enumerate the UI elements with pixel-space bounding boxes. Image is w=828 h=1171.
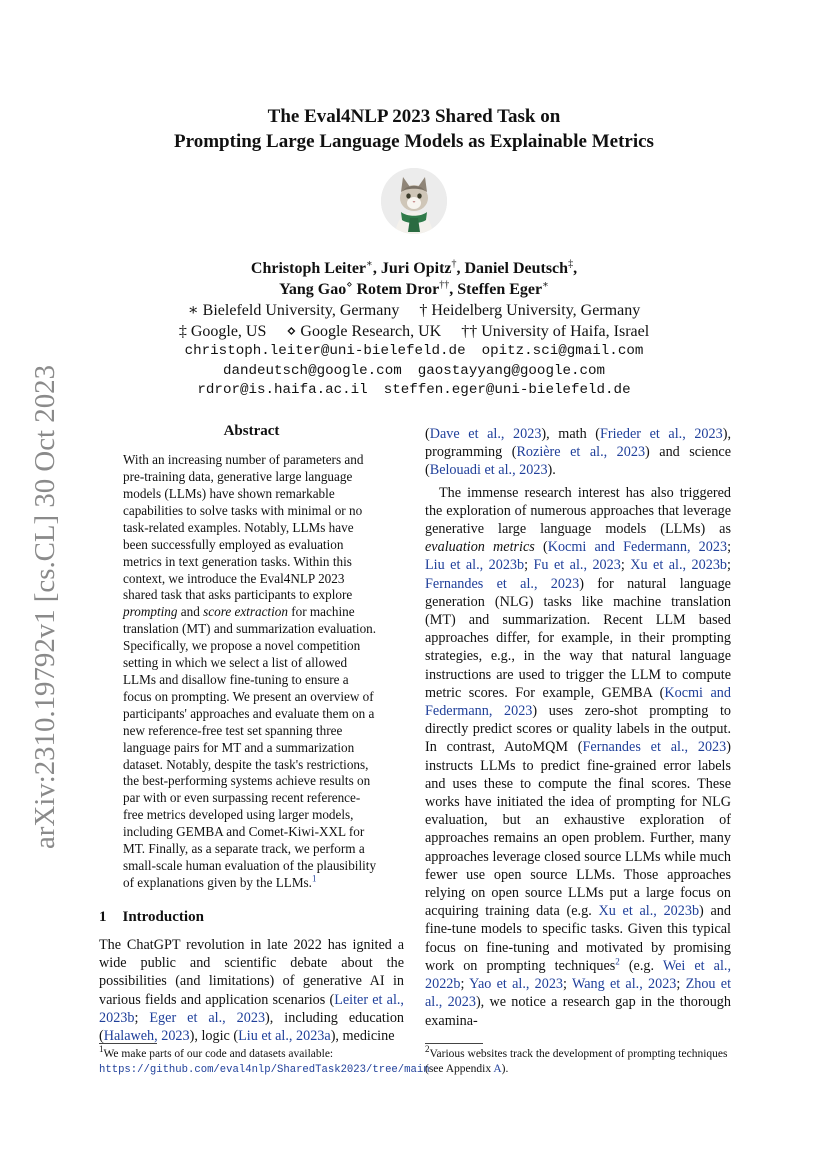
author-line-2: Yang Gao⋄ Rotem Dror††, Steffen Eger∗	[279, 279, 549, 298]
citation-link[interactable]: Fu et al., 2023	[533, 557, 621, 574]
footnote-rule	[99, 1043, 157, 1044]
citation-link[interactable]: Kocmi and Federmann, 2023	[425, 684, 731, 720]
citation-link[interactable]: Xu et al., 2023b	[598, 903, 700, 920]
affiliation: ∗ Bielefeld University, Germany	[187, 302, 400, 319]
footnote-text: We make parts of our code and datasets available:	[103, 1048, 334, 1060]
citation-link[interactable]: Frieder et al., 2023	[600, 426, 723, 442]
emails-line-2	[80, 362, 748, 382]
affiliation-mark: ∗	[366, 258, 373, 270]
affiliation-mark: †	[451, 258, 457, 270]
affiliation: ‡ Google, US	[178, 323, 267, 340]
abstract-heading: Abstract	[223, 423, 280, 439]
affiliations-line-2	[80, 321, 748, 342]
footnote-1	[99, 1044, 430, 1078]
citation-link[interactable]: Xu et al., 2023b	[630, 557, 728, 574]
body-text: ), medicine	[330, 1027, 395, 1044]
footnote-ref-2[interactable]: 2	[615, 956, 620, 967]
affiliation: †† University of Haifa, Israel	[461, 323, 650, 340]
affiliation-mark: ∗	[542, 279, 549, 291]
author-name: Juri Opitz	[380, 260, 452, 277]
citation-link[interactable]: Liu et al., 2023b	[425, 557, 525, 574]
body-text: ), including education (	[99, 1009, 405, 1044]
body-text: ), we notice a research gap in the thorough examina-	[425, 994, 731, 1029]
email-address: gaostayyang@google.com	[417, 362, 606, 379]
body-text: ), math (	[541, 426, 600, 442]
footnote-text: ).	[501, 1063, 509, 1075]
affiliation-mark: ⋄	[346, 279, 353, 291]
body-text: ), programming (	[425, 426, 731, 461]
author-name: Yang Gao	[279, 281, 347, 298]
footnote-url-link[interactable]: https://github.com/eval4nlp/SharedTask2023/tree/main	[99, 1064, 430, 1076]
introduction-paragraph	[99, 936, 404, 1045]
citation-link[interactable]: Eger et al., 2023	[149, 1009, 266, 1026]
emails-line-1	[80, 342, 748, 362]
citation-link[interactable]: Zhou et al., 2023	[425, 976, 732, 1011]
affiliation-mark: ††	[439, 279, 450, 291]
arxiv-identifier-stamp	[14, 365, 66, 850]
body-text: (	[425, 426, 430, 442]
citation-link[interactable]: Kocmi and Federmann, 2023	[547, 539, 728, 556]
affiliations-line-1	[80, 300, 748, 321]
arxiv-stamp-text: arXiv:2310.19792v1 [cs.CL] 30 Oct 2023	[30, 370, 61, 849]
paper-title	[100, 104, 728, 154]
section-title: Introduction	[122, 908, 204, 925]
abstract-text-part: and	[177, 604, 204, 620]
email-address: dandeutsch@google.com	[222, 362, 402, 379]
email-address: steffen.eger@uni-bielefeld.de	[383, 382, 631, 398]
citation-link[interactable]: Halaweh, 2023	[103, 1027, 190, 1044]
body-paragraph: The immense research interest has also triggered the exploration of numerous approaches that leverage generative large language models (LLMs) as evaluation metrics (Kocmi and Federmann, 2023; Liu et al., 2023b; Fu et al., 2023; Xu et al., 2023b; Fernandes et al., 2023) for natural language generation (NLG) tasks like machine translation (MT) and summarization. Recent LLM based approaches differ, for example, in their prompting strategies, e.g., in the way that natural language instructions are used to trigger the LLM to compute metric scores. For example, GEMBA (Kocmi and Federmann, 2023) uses zero-shot prompting to directly predict scores or quality labels in the output. In contrast, AutoMQM (Fernandes et al., 2023) instructs LLMs to predict fine-grained error labels and uses these to compute the final scores. These works have initiated the idea of prompting for NLG evaluation, but an exhaustive exploration of approaches remains an open problem. Further, many approaches leverage closed source LLMs while much fewer use open source LLMs. Those approaches relying on open source LLMs put a large focus on acquiring training data (e.g. Xu et al., 2023b) and fine-tune models to specific tasks. Given this typical focus on fine-tuning and motivated by promising work on prompting techniques$^2$ (e.g. Wei et al., 2022b; Yao et al., 2023; Wang et al., 2023; Zhou et al., 2023), we notice a research gap in the thorough examina-	[425, 484, 732, 1029]
body-text: ;	[134, 1009, 150, 1026]
citation-link[interactable]: Leiter et al., 2023b	[99, 991, 404, 1026]
footnote-mark: 1	[99, 1044, 104, 1055]
affiliation: ⋄ Google Research, UK	[286, 323, 442, 340]
citation-link[interactable]: Yao et al., 2023	[469, 976, 564, 993]
affiliation: † Heidelberg University, Germany	[419, 302, 641, 319]
citation-link[interactable]: Dave et al., 2023	[429, 426, 542, 442]
author-block	[80, 258, 748, 401]
cat-mascot-image	[381, 168, 447, 234]
email-address: rdror@is.haifa.ac.il	[197, 382, 368, 398]
body-text: ).	[547, 462, 556, 479]
abstract-text-part: With an increasing number of parameters and pre-training data, generative large language models (LLMs) have shown remarkable capabilities to solve tasks with minimal or no task-related examples. Notably, LLMs have been successfully employed as evaluation metrics in text generation tasks. Within this context, we introduce the Eval4NLP 2023 shared task that asks participants to explore	[123, 452, 364, 603]
body-paragraph	[425, 425, 731, 480]
body-text: ), logic (	[189, 1027, 239, 1044]
citation-link[interactable]: Liu et al., 2023a	[238, 1027, 331, 1044]
author-name: Rotem Dror	[356, 281, 440, 298]
section-number: 1	[99, 908, 107, 925]
citation-link[interactable]: Wang et al., 2023	[571, 976, 677, 993]
title-line-2: Prompting Large Language Models as Explainable Metrics	[174, 131, 654, 152]
body-text: ) instructs LLMs to predict fine-grained error labels and uses these to compute the final scores. These works have initiated the idea of prompting for NLG evaluation, but an exhaustive exploration of approaches remains an open problem. Further, many approaches leverage closed source LLMs while much fewer use open source LLMs. Those approaches relying on open source LLMs put a large focus on acquiring training data (e.g.	[425, 739, 731, 920]
body-text: (e.g.	[619, 957, 663, 974]
citation-link[interactable]: Rozière et al., 2023	[516, 444, 646, 461]
section-heading-introduction	[99, 908, 404, 926]
right-column	[425, 425, 731, 1030]
affiliation-mark: ‡	[568, 258, 574, 270]
left-column	[99, 422, 404, 1045]
footnote-mark: 2	[425, 1044, 430, 1055]
appendix-link[interactable]: A	[493, 1063, 502, 1075]
body-text: The immense research interest has also triggered the exploration of numerous approaches that leverage generative large language models (LLMs) as	[425, 484, 731, 538]
footnote-rule	[425, 1043, 483, 1044]
footnote-ref-1[interactable]: 1	[311, 873, 317, 884]
body-text: (	[534, 539, 548, 556]
author-name: Christoph Leiter	[250, 260, 367, 277]
body-text: ) and science (	[425, 444, 732, 479]
body-text: ) for natural language generation (NLG) tasks like machine translation (MT) and summarization. Recent LLM based approaches differ, for example, in their prompting strategies, e.g., in the way that natural language instructions are used to trigger the LLM to compute metric scores. For example, GEMBA (	[425, 575, 731, 701]
abstract-text-part: for machine translation (MT) and summarization evaluation. Specifically, we propose a novel competition setting in which we select a list of allowed LLMs and disallow fine-tuning to ensure a focus on prompting. We present an overview of participants' approaches and evaluate them on a new reference-free test set spanning three language pairs for MT and a summarization dataset. Notably, despite the task's restrictions, the best-performing systems achieve results on par with or even surpassing recent reference-free metrics developed using larger models, including GEMBA and Comet-Kiwi-XXL for MT. Finally, as a separate track, we perform a small-scale human evaluation of the plausibility of explanations given by the LLMs.	[123, 604, 377, 890]
emphasis: prompting	[123, 604, 178, 620]
email-address: christoph.leiter@uni-bielefeld.de	[184, 343, 466, 359]
emphasis: score extraction	[203, 604, 288, 620]
citation-link[interactable]: Fernandes et al., 2023	[425, 575, 580, 592]
body-text: ) uses zero-shot prompting to directly predict scores or quality labels in the output. In contrast, AutoMQM (	[425, 703, 732, 756]
body-text: ) and fine-tune models to specific tasks. Given this typical focus on fine-tuning and motivated by promising work on prompting techniques	[425, 903, 731, 974]
citation-link[interactable]: Fernandes et al., 2023	[582, 739, 727, 756]
author-name: Daniel Deutsch	[464, 260, 569, 277]
author-line-1: Christoph Leiter∗, Juri Opitz†, Daniel Deutsch‡,	[250, 258, 578, 277]
title-line-1: The Eval4NLP 2023 Shared Task on	[267, 106, 561, 127]
email-address: opitz.sci@gmail.com	[481, 343, 644, 359]
citation-link[interactable]: Belouadi et al., 2023	[429, 462, 548, 479]
footnote-text: Various websites track the development of prompting techniques (see Appendix	[425, 1048, 728, 1075]
body-text: The ChatGPT revolution in late 2022 has ignited a wide public and scientific debate about the possibilities (and limitations) of generative AI in various fields and application scenarios (	[99, 936, 404, 1008]
emails-line-3	[80, 381, 748, 401]
emphasis: evaluation metrics	[425, 539, 535, 556]
footnote-2	[425, 1044, 731, 1077]
citation-link[interactable]: Wei et al., 2022b	[425, 957, 731, 993]
author-name: Steffen Eger	[457, 281, 543, 298]
abstract-body	[123, 452, 380, 892]
